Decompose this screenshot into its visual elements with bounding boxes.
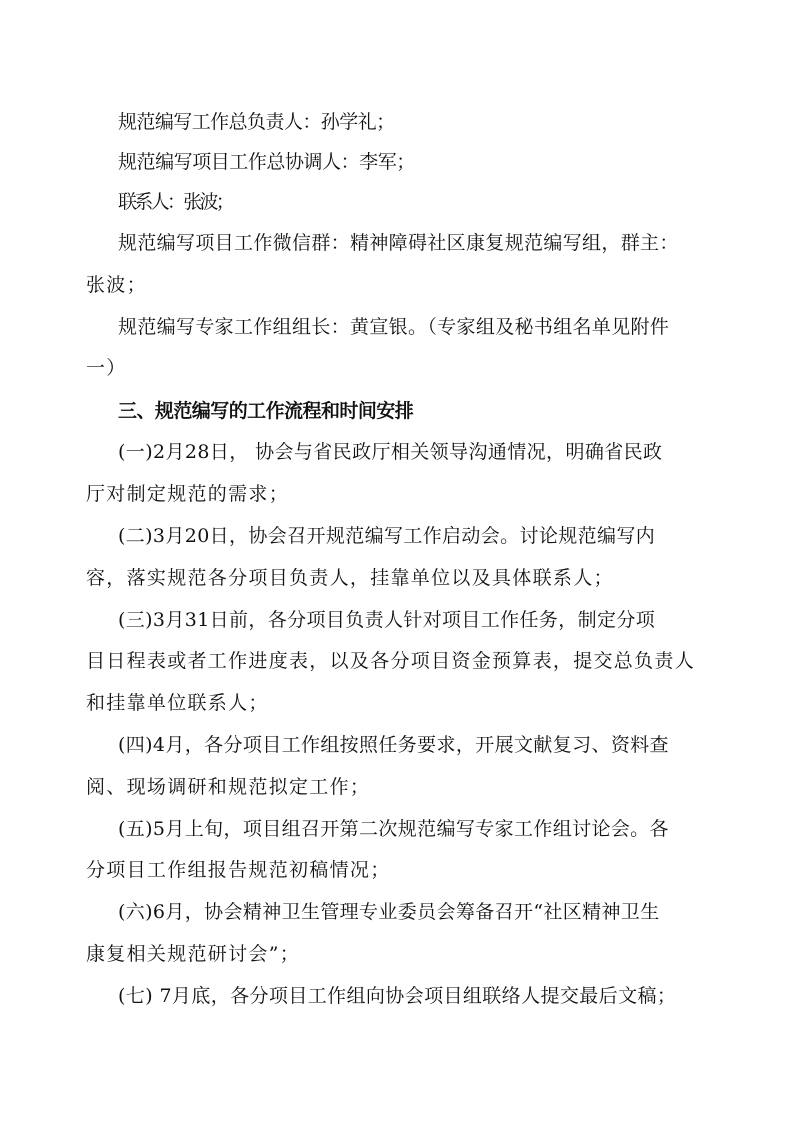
text-line: 规范编写项目工作微信群：精神障碍社区康复规范编写组，群主： xyxy=(118,232,679,254)
text-line: 规范编写专家工作组组长：黄宣银。（专家组及秘书组名单见附件 xyxy=(118,316,670,338)
text-line: 康复相关规范研讨会”； xyxy=(86,943,301,965)
text-line: 和挂靠单位联系人； xyxy=(86,692,269,714)
text-line: (六)6月，协会精神卫生管理专业委员会筹备召开“社区精神卫生 xyxy=(118,901,660,923)
text-line: 厅对制定规范的需求； xyxy=(86,483,290,505)
text-line: (五)5月上旬，项目组召开第二次规范编写专家工作组讨论会。各 xyxy=(118,818,669,840)
text-line: 一） xyxy=(86,357,127,379)
text-line: 规范编写项目工作总协调人：李军； xyxy=(118,151,415,173)
text-line: 分项目工作组报告规范初稿情况； xyxy=(86,859,391,881)
text-line: 规范编写工作总负责人：孙学礼； xyxy=(118,111,395,133)
text-line: 联系人：张波； xyxy=(118,191,233,213)
text-line: (二)3月20日，协会召开规范编写工作启动会。讨论规范编写内 xyxy=(118,525,656,547)
text-line: (一)2月28日， 协会与省民政厅相关领导沟通情况，明确省民政 xyxy=(118,441,663,463)
text-line: 目日程表或者工作进度表，以及各分项目资金预算表，提交总负责人 xyxy=(86,650,696,672)
section-heading: 三、规范编写的工作流程和时间安排 xyxy=(118,400,414,422)
text-line: 阅、现场调研和规范拟定工作； xyxy=(86,776,371,798)
text-line: 张波； xyxy=(86,274,147,296)
text-line: (四)4月，各分项目工作组按照任务要求，开展文献复习、资料查 xyxy=(118,734,669,756)
text-line: 容，落实规范各分项目负责人，挂靠单位以及具体联系人； xyxy=(86,567,614,589)
text-line: (七) 7月底，各分项目工作组向协会项目组联络人提交最后文稿； xyxy=(118,985,677,1007)
text-line: (三)3月31日前，各分项目负责人针对项目工作任务，制定分项 xyxy=(118,609,656,631)
